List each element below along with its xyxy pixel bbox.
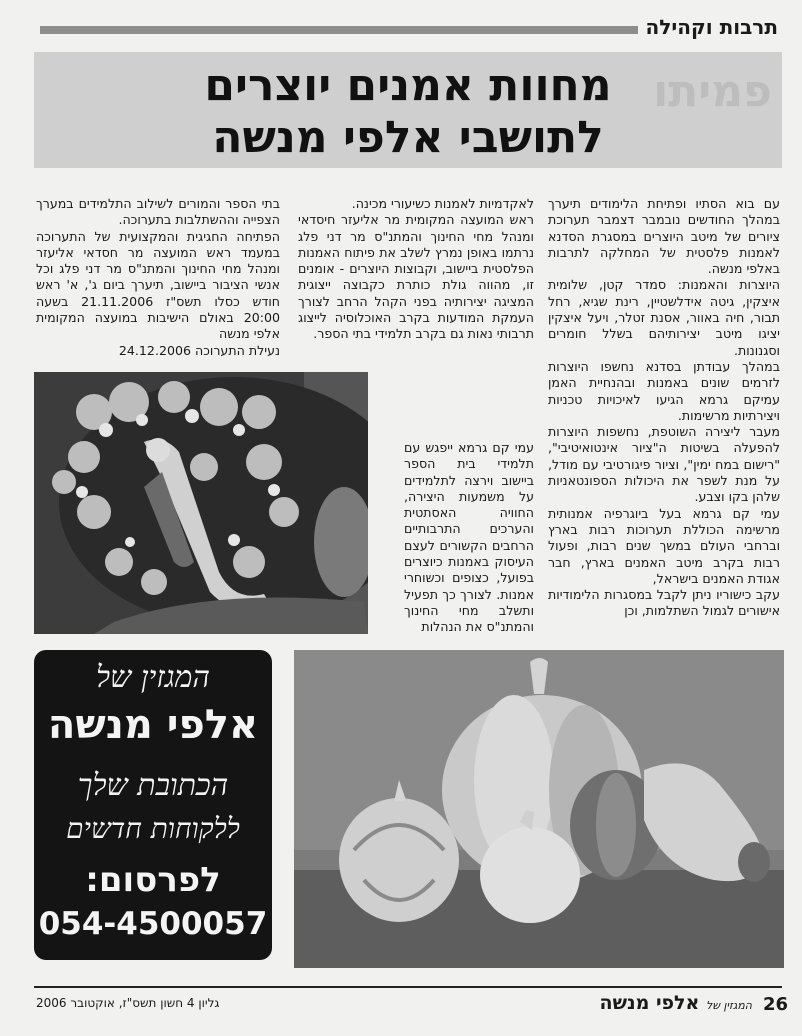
painting-flowers-art bbox=[34, 372, 368, 634]
article-paragraph: נעילת התערוכה 24.12.2006 bbox=[118, 342, 280, 358]
headline-box bbox=[34, 52, 782, 168]
headline-bleed-through: פמיתו bbox=[653, 66, 772, 117]
footer-brand-name: אלפי מנשה bbox=[599, 992, 700, 1014]
ad-tagline-1: הכתובת שלך bbox=[77, 768, 229, 803]
headline bbox=[34, 60, 782, 164]
painting-pumpkins-art bbox=[294, 650, 784, 968]
painting-flowers-image bbox=[34, 372, 368, 634]
section-label: תרבות וקהילה bbox=[638, 14, 786, 40]
article-paragraph: עם בוא הסתיו ופתיחת הלימודים תיערך במהלך החודשים נובמבר דצמבר תערוכת ציורים של מיטב היוצרים במסגרת הסדנא לאמנות פלסטית של המחלקה לתרבות באלפי מנשה. bbox=[548, 196, 780, 277]
article-column-left bbox=[36, 196, 280, 359]
article-paragraph: ראש המועצה המקומית מר אליעזר חיסדאי ומנהל מחי החינוך והמתנ"ס מר דני פלג נרתמו באופן נמרץ לשלב את פיתוח האמנות הפלסטית ביישוב, וקבוצות היוצרים - אומנים זו, מהווה גולת כותרת כקבוצה ייצוגית המציגה יצירותיה בפני הקהל הרחב לצורך העמקת המודעות בקרב האוכלוסיה לייצוג תרבותי נאות גם בקרב תלמידי בתי הספר. bbox=[298, 212, 534, 342]
ad-brand: אלפי מנשה bbox=[47, 702, 259, 748]
ad-phone-number: 054-4500057 bbox=[38, 906, 268, 942]
article-paragraph: מעבר ליצירה השוטפת, נחשפות היוצרות להפעלה בשיטות ה"ציור אינטואיטיבי", "רישום במח ימין", וציור פיגורטיבי עם מודל, על מנת לשפר את היכולות הספונטאניות שלהן בקו וצבע. bbox=[548, 424, 780, 505]
footer-brand-small: המגזין של bbox=[706, 999, 752, 1012]
ad-advertise-label: לפרסום: bbox=[85, 860, 221, 900]
headline-line-2: לתושבי אלפי מנשה bbox=[212, 112, 604, 163]
ad-tagline-2: ללקוחות חדשים bbox=[66, 812, 240, 845]
article-paragraph: עקב כישוריו ניתן לקבל במסגרות הלימודיות אישורים לגמול השתלמות, וכן bbox=[548, 587, 780, 619]
article-column-middle bbox=[298, 196, 534, 343]
page-number: 26 bbox=[762, 994, 788, 1015]
article-paragraph: במהלך עבודתן בסדנא נחשפו היוצרות לזרמים שונים באמנות ובהנחיית האמן עמיקם גרמא הגיעו לאיכויות טכניות ויצירתיות מרשימות. bbox=[548, 358, 780, 423]
article-column-right bbox=[548, 196, 780, 620]
footer-brand bbox=[600, 992, 752, 1014]
advertisement bbox=[34, 650, 272, 960]
footer-issue-info: גליון 4 חשון תשס"ז, אוקטובר 2006 bbox=[36, 996, 220, 1010]
article-paragraph: עמי קם גרמא בעל ביוגרפיה אמנותית מרשימה הכוללת תערוכות רבות בארץ וברחבי העולם במשך שנים רבות, ופעול רבות בקרב מיטב האמנים בארץ, חבר אגודת האמנים בישראל, bbox=[548, 505, 780, 586]
ad-magazine-label: המגזין של bbox=[96, 660, 210, 695]
headline-line-1: מחוות אמנים יוצרים bbox=[204, 60, 612, 111]
article-paragraph: היוצרות והאמנות: סמדר קטן, שלומית איצקין, גיטה אידלשטיין, רינת שגיא, רחל תבור, חיה באוור, אסנת זטלר, ויעל איצקין יציגו מיטב יצירותיהם בשלל חומרים וסגנונות. bbox=[548, 277, 780, 358]
article-column-middle-narrow bbox=[404, 440, 534, 636]
footer-rule bbox=[34, 986, 782, 988]
article-paragraph: עמי קם גרמא ייפגש עם תלמידי בית הספר ביישוב וירצה לתלמידים על משמעות היצירה, החוויה האסתטית והערכים התרבותיים הרחבים הקשורים לעצם העיסוק באמנות כיוצרים בפועל, כצופים וכשוחרי אמנות. לצורך כך תפעיל ותשלב מחי החינוך והמתנ"ס את הנהלות bbox=[404, 440, 534, 635]
article-paragraph: הפתיחה החגיגית והמקצועית של התערוכה במעמד ראש המועצה מר חסדאי אליעזר ומנהל מחי החינוך והמתנ"ס מר דני פלג וכל אנשי הציבור ביישוב, תיערך ביום ג', א' ראש חודש כסלו תשס"ז 21.11.2006 בשעה 20:00 באולם הישיבות במועצה המקומית אלפי מנשה bbox=[36, 228, 280, 342]
painting-pumpkins-image bbox=[294, 650, 784, 968]
article-paragraph: בתי הספר והמורים לשילוב התלמידים במערך הצפייה וההשתלבות בתערוכה. bbox=[36, 196, 280, 228]
article-paragraph: לאקדמיות לאמנות כשיעורי מכינה. bbox=[351, 196, 534, 211]
